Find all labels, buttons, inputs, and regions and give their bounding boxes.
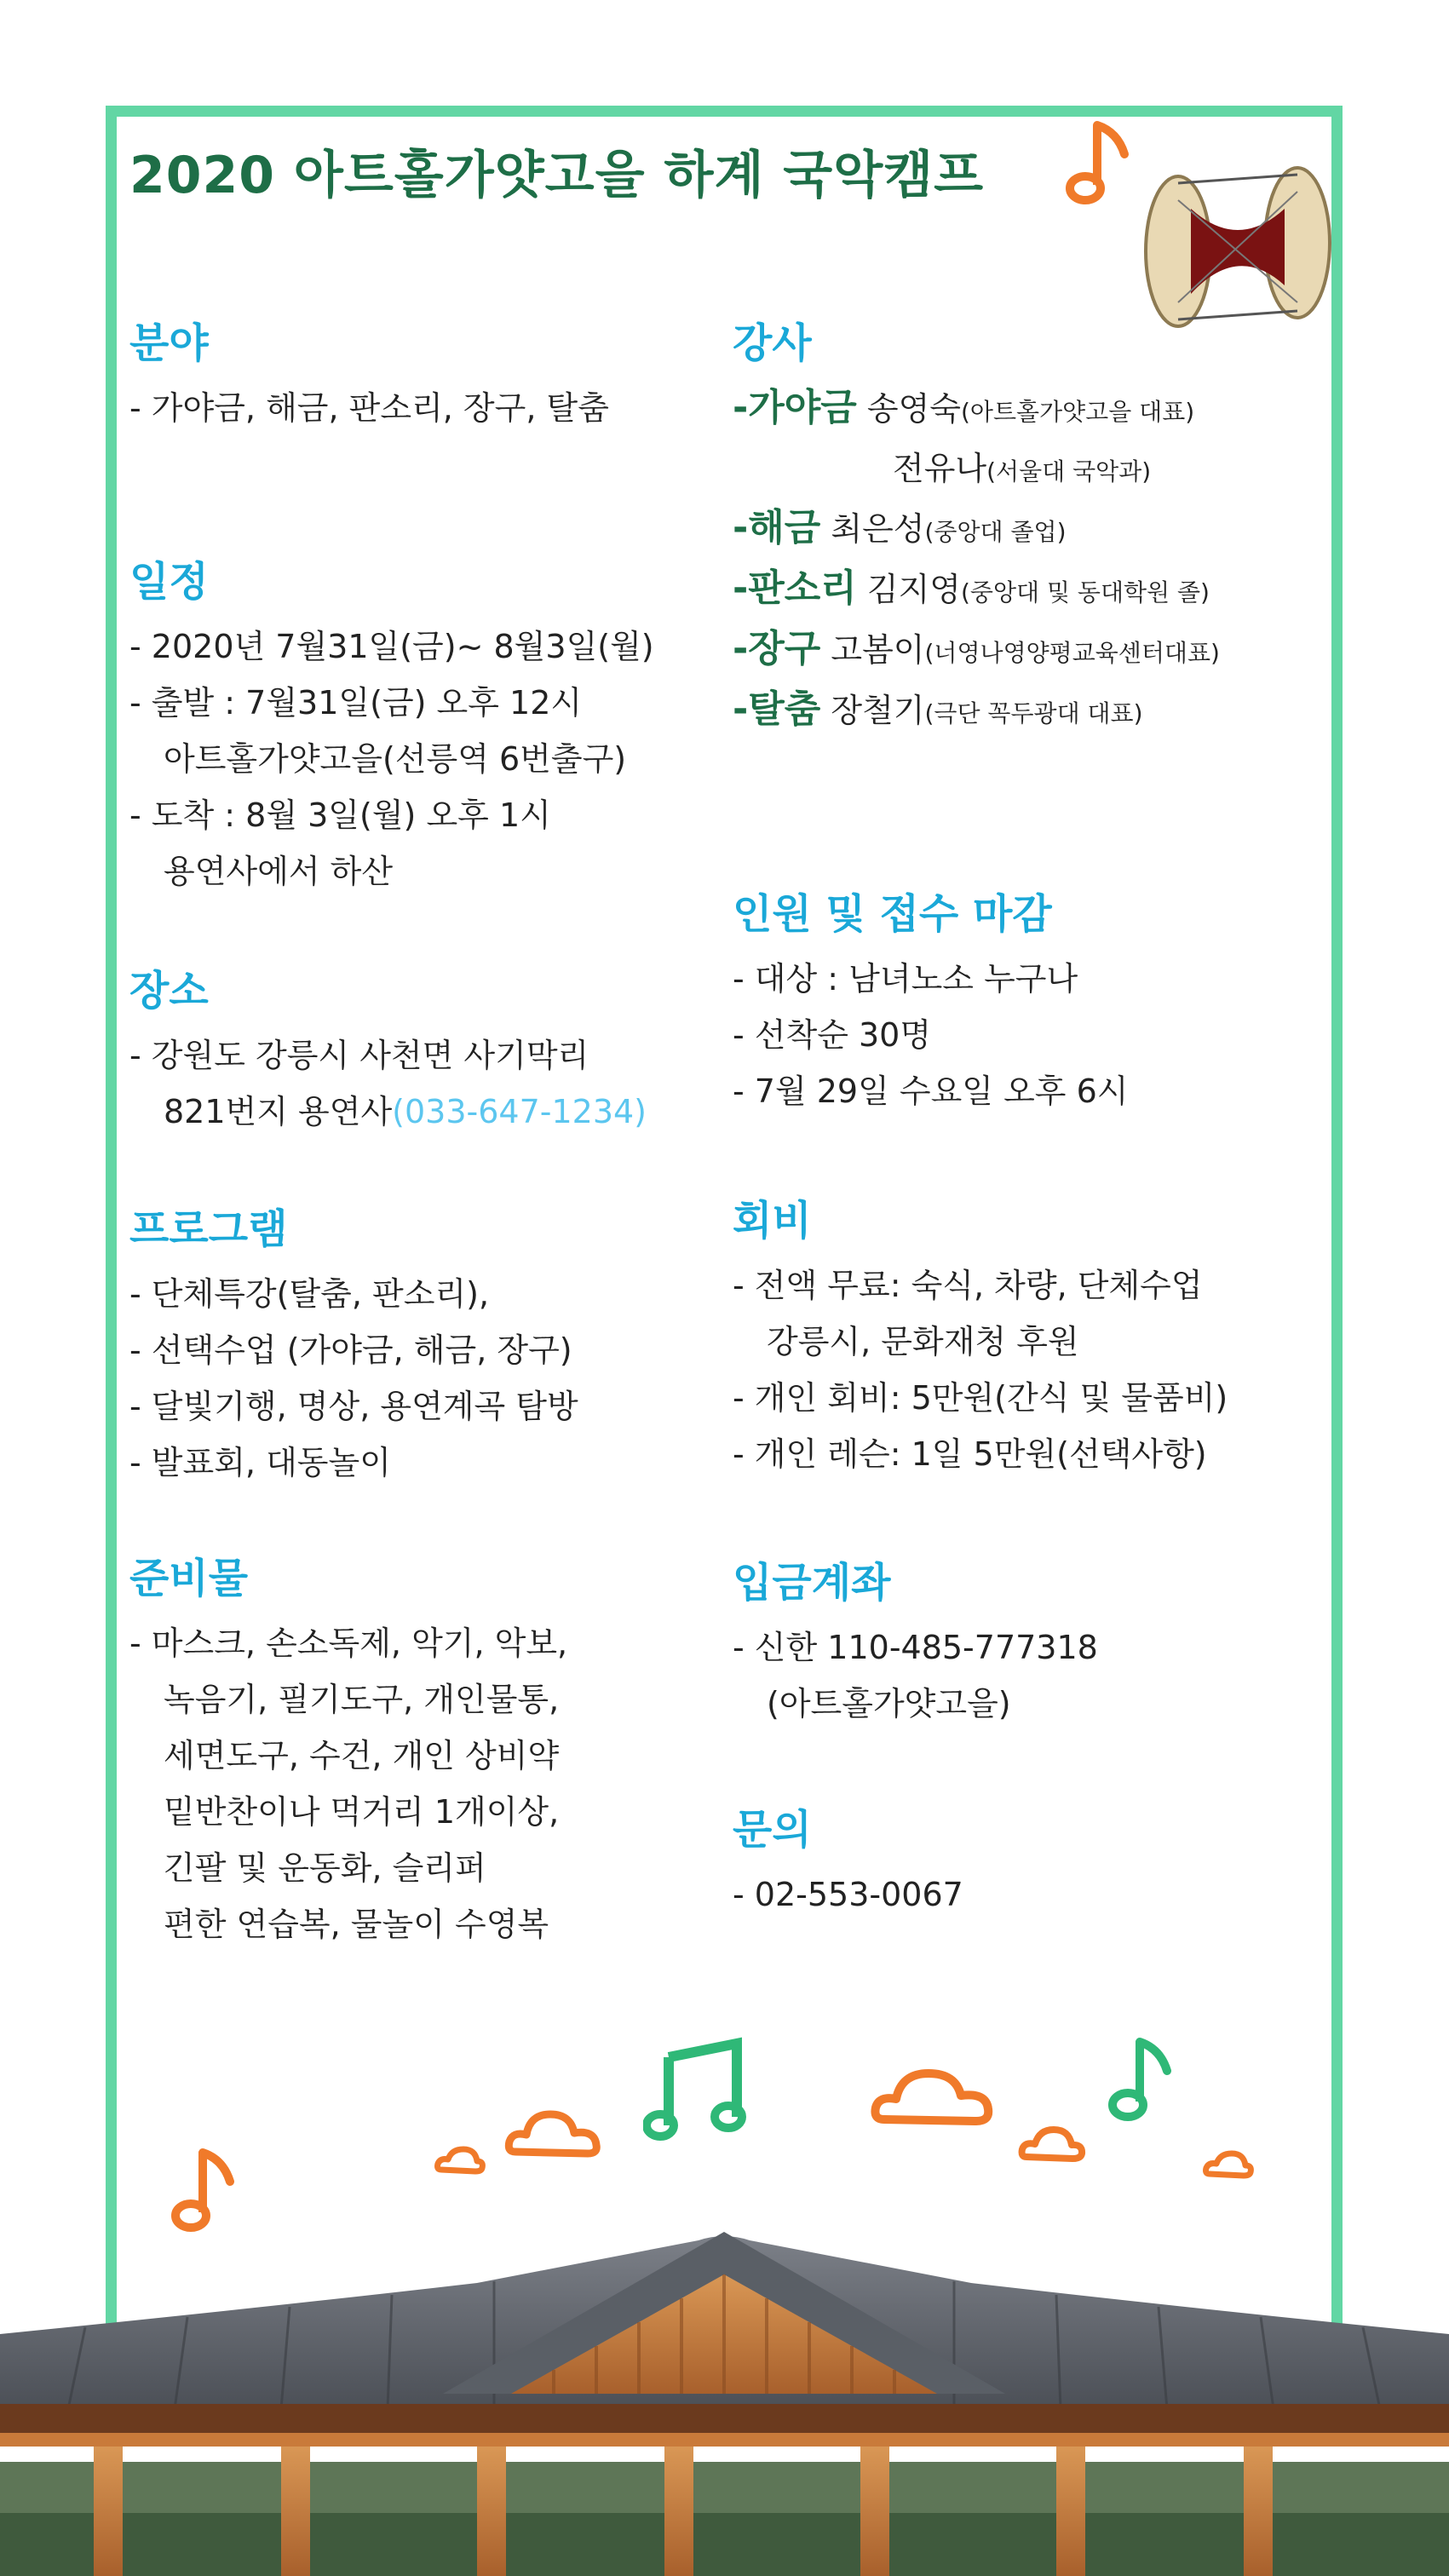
- instructor-note: (중앙대 및 동대학원 졸): [961, 578, 1210, 607]
- program-line: - 발표회, 대동놀이: [129, 1444, 391, 1481]
- cloud-icon: [434, 2142, 486, 2176]
- schedule-line: - 2020년 7월31일(금)~ 8월3일(월): [129, 628, 654, 665]
- recruit-line: - 선착순 30명: [733, 1016, 932, 1054]
- instructor-name: 송영숙: [866, 390, 961, 428]
- field-section: [129, 315, 709, 436]
- instructor-name: 전유나: [893, 450, 987, 487]
- instructor-row: [733, 500, 1329, 561]
- place-line: - 강원도 강릉시 사천면 사기막리: [129, 1037, 589, 1074]
- place-line: [129, 1084, 709, 1140]
- instructor-field: -탈춤: [733, 687, 821, 731]
- instructor-field: -가야금: [733, 386, 857, 429]
- schedule-line: 용연사에서 하산: [164, 853, 394, 890]
- supplies-line: 세면도구, 수건, 개인 상비약: [164, 1737, 560, 1774]
- instructor-note: (너영나영양평교육센터대표): [924, 639, 1220, 667]
- place-address: 821번지 용연사: [164, 1093, 393, 1130]
- supplies-line: 긴팔 및 운동화, 슬리퍼: [164, 1849, 486, 1887]
- inquiry-section: [733, 1802, 1329, 1923]
- instructor-row: [733, 440, 1329, 500]
- account-line: (아트홀가얏고을): [767, 1685, 1011, 1722]
- instructor-field: -해금: [733, 506, 821, 549]
- recruit-line: - 7월 29일 수요일 오후 6시: [733, 1072, 1129, 1110]
- instructor-row: [733, 681, 1329, 742]
- field-line: - 가야금, 해금, 판소리, 장구, 탈춤: [129, 389, 609, 427]
- supplies-line: 녹음기, 필기도구, 개인물통,: [164, 1681, 560, 1718]
- instructor-row: [733, 561, 1329, 621]
- account-heading: 입금계좌: [733, 1559, 891, 1607]
- supplies-line: - 마스크, 손소독제, 악기, 악보,: [129, 1624, 568, 1662]
- drum-icon: [1140, 158, 1336, 336]
- field-heading: 분야: [129, 319, 209, 367]
- inquiry-line: - 02-553-0067: [733, 1876, 963, 1913]
- instructor-name: 장철기: [831, 692, 925, 729]
- place-heading: 장소: [129, 967, 209, 1015]
- fee-section: [733, 1193, 1329, 1482]
- program-section: [129, 1201, 709, 1491]
- instructor-row: [733, 621, 1329, 681]
- recruit-heading: 인원 및 접수 마감: [733, 890, 1052, 938]
- supplies-line: 밑반찬이나 먹거리 1개이상,: [164, 1793, 560, 1831]
- instructor-note: (극단 꼭두광대 대표): [924, 699, 1143, 727]
- recruit-section: [733, 886, 1329, 1119]
- pavilion-image: [0, 2181, 1449, 2576]
- instructor-field: -장구: [733, 627, 821, 670]
- program-heading: 프로그램: [129, 1205, 288, 1253]
- supplies-line: 편한 연습복, 물놀이 수영복: [164, 1906, 549, 1943]
- account-section: [733, 1555, 1329, 1732]
- fee-heading: 회비: [733, 1197, 812, 1245]
- supplies-section: [129, 1550, 709, 1952]
- instructors-section: [733, 315, 1329, 742]
- program-line: - 단체특강(탈춤, 판소리),: [129, 1275, 490, 1313]
- instructor-name: 최은성: [831, 510, 925, 548]
- music-note-icon: [1107, 2032, 1176, 2125]
- fee-line: 강릉시, 문화재청 후원: [767, 1323, 1079, 1360]
- program-line: - 선택수업 (가야금, 해금, 장구): [129, 1331, 572, 1369]
- instructor-note: (아트홀가얏고을 대표): [961, 398, 1195, 426]
- place-phone: (033-647-1234): [392, 1093, 647, 1130]
- place-section: [129, 963, 709, 1140]
- fee-line: - 개인 회비: 5만원(간식 및 물품비): [733, 1379, 1228, 1417]
- page-title: 2020 아트홀가얏고을 하계 국악캠프: [129, 146, 985, 205]
- recruit-line: - 대상 : 남녀노소 누구나: [733, 960, 1078, 998]
- fee-line: - 개인 레슨: 1일 5만원(선택사항): [733, 1435, 1207, 1473]
- instructor-note: (중앙대 졸업): [924, 518, 1067, 546]
- instructors-heading: 강사: [733, 319, 812, 367]
- cloud-icon: [869, 2061, 997, 2130]
- program-line: - 달빛기행, 명상, 용연계곡 탐방: [129, 1388, 578, 1425]
- instructor-field: -판소리: [733, 566, 857, 610]
- cloud-icon: [1203, 2147, 1254, 2181]
- schedule-line: 아트홀가얏고을(선릉역 6번출구): [164, 740, 627, 778]
- instructor-name: 김지영: [866, 571, 961, 608]
- instructor-row: [733, 380, 1329, 440]
- cloud-icon: [1018, 2121, 1086, 2164]
- instructor-name: 고봄이: [831, 631, 925, 669]
- fee-line: - 전액 무료: 숙식, 차량, 단체수업: [733, 1267, 1203, 1304]
- schedule-line: - 출발 : 7월31일(금) 오후 12시: [129, 684, 583, 722]
- instructor-note: (서울대 국악과): [986, 457, 1152, 486]
- music-note-icon: [643, 2032, 754, 2142]
- schedule-heading: 일정: [129, 558, 209, 606]
- schedule-section: [129, 554, 709, 900]
- account-line: - 신한 110-485-777318: [733, 1629, 1098, 1666]
- inquiry-heading: 문의: [733, 1806, 812, 1854]
- schedule-line: - 도착 : 8월 3일(월) 오후 1시: [129, 796, 551, 834]
- music-note-icon: [1065, 115, 1133, 209]
- supplies-heading: 준비물: [129, 1555, 249, 1602]
- cloud-icon: [503, 2102, 605, 2162]
